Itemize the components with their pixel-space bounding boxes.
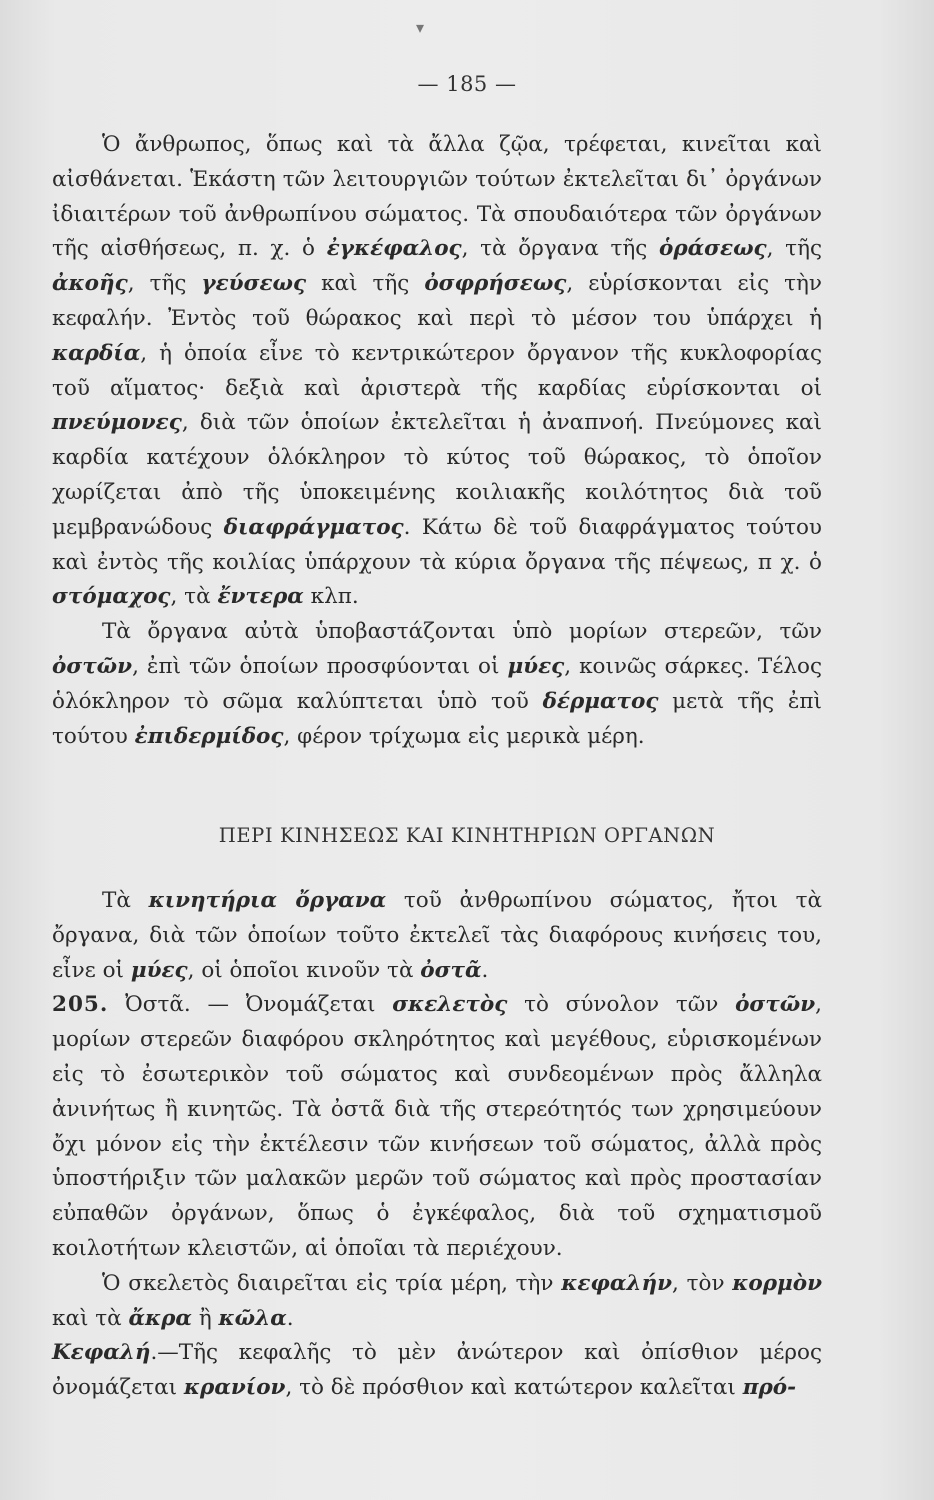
- text-run: καὶ τὰ: [52, 1305, 129, 1331]
- text-run: . Κάτω δὲ τοῦ διαφράγματος τούτου καὶ ἐντὸς τῆς κοιλίας ὑπάρχουν τὰ κύρια ὄργανα τῆς πέψεως, π χ. ὁ: [52, 514, 822, 575]
- bones-paragraph: [52, 988, 822, 1266]
- text-run: , κοινῶς σάρκες. Τέλος ὁλόκληρον τὸ σῶμα καλύπτεται ὑπὸ τοῦ: [52, 653, 823, 714]
- text-run: .—Τῆς κεφαλῆς τὸ μὲν ἀνώτερον καὶ ὀπίσθιον μέρος ὀνομάζεται: [52, 1340, 822, 1401]
- text-run: .: [286, 1305, 294, 1331]
- term-trunk: κορμὸν: [732, 1270, 822, 1296]
- section-number: 205.: [52, 992, 109, 1018]
- term-taste: γεύσεως: [201, 271, 307, 297]
- term-lungs: πνεύμονες: [52, 410, 182, 436]
- second-paragraph: [52, 615, 822, 754]
- text-run: ἢ: [191, 1305, 219, 1331]
- text-run: , τὸν: [672, 1270, 733, 1296]
- text-run: , μορίων στερεῶν διαφόρου σκληρότητος καὶ μεγέθους, εὑρισκομένων εἰς τὸ ἐσωτερικὸν τοῦ σώματος καὶ συνδεομένων πρὸς ἄλληλα ἀνινήτως ἢ κινητῶς. Τὰ ὀστᾶ διὰ τῆς στερεότητός των χρησιμεύουν ὄχι μόνον εἰς τὴν ἐκτέλεσιν τῶν κινήσεων τοῦ σώματος, ἀλλὰ πρὸς ὑποστήριξιν τῶν μαλακῶν μερῶν τοῦ σώματος καὶ πρὸς προστασίαν εὐπαθῶν ὀργάνων, ὅπως ὁ ἐγκέφαλος, διὰ τοῦ σχηματισμοῦ κοιλοτήτων κλειστῶν, αἱ ὁποῖαι τὰ περιέχουν.: [52, 992, 822, 1261]
- term-smell: ὀσφρήσεως: [424, 271, 567, 297]
- intro-paragraph: [52, 128, 822, 615]
- upper-text-block: [52, 128, 822, 754]
- top-mark: ▾: [416, 18, 425, 37]
- text-run: Ὁ ἄνθρωπος, ὅπως καὶ τὰ ἄλλα ζῷα, τρέφεται, κινεῖται καὶ αἰσθάνεται. Ἑκάστη τῶν λειτουργιῶν τούτων ἐκτελεῖται δι᾽ ὀργάνων ἰδιαιτέρων τοῦ ἀνθρωπίνου σώματος. Τὰ σπουδαιότερα τῶν ὀργάνων τῆς αἰσθήσεως, π. χ. ὁ: [52, 132, 822, 262]
- term-muscles: μύες: [507, 653, 565, 679]
- text-run: μετὰ τῆς ἐπὶ τούτου: [52, 688, 822, 749]
- text-run: Ὁ σκελετὸς διαιρεῖται εἰς τρία μέρη, τὴν: [102, 1270, 562, 1296]
- term-members: κῶλα: [218, 1305, 287, 1331]
- skeleton-division-paragraph: [52, 1267, 822, 1337]
- text-run: καὶ τῆς: [306, 271, 425, 297]
- section-heading: ΠΕΡΙ ΚΙΝΗΣΕΩΣ ΚΑΙ ΚΙΝΗΤΗΡΙΩΝ ΟΡΓΑΝΩΝ: [218, 824, 716, 847]
- text-run: , τὸ δὲ πρόσθιον καὶ κατώτερον καλεῖται: [285, 1375, 743, 1401]
- term-epidermis: ἐπιδερμίδος: [134, 723, 284, 749]
- text-run: , ἡ ὁποία εἶνε τὸ κεντρικώτερον ὄργανον τῆς κυκλοφορίας τοῦ αἵματος· δεξιὰ καὶ ἀριστερὰ τῆς καρδίας εὑρίσκονται οἱ: [52, 340, 822, 401]
- term-cranium: κρανίον: [183, 1375, 286, 1401]
- term-diaphragm: διαφράγματος: [223, 514, 404, 540]
- text-run: .: [481, 957, 489, 983]
- term-face-partial: πρό-: [742, 1375, 797, 1401]
- page-number: — 185 —: [417, 72, 517, 96]
- term-bones: ὀστᾶ: [420, 957, 482, 983]
- text-run: , οἱ ὁποῖοι κινοῦν τὰ: [187, 957, 421, 983]
- term-intestines: ἔντερα: [217, 584, 304, 610]
- term-encephalos: ἐγκέφαλος: [326, 236, 462, 262]
- text-run: , ἐπὶ τῶν ὁποίων προσφύονται οἱ: [132, 653, 508, 679]
- text-run: τοῦ ἀνθρωπίνου σώματος, ἤτοι τὰ ὄργανα, διὰ τῶν ὁποίων τοῦτο ἐκτελεῖ τὰς διαφόρους κινήσεις του, εἶνε οἱ: [52, 888, 822, 983]
- term-limbs: ἄκρα: [128, 1305, 192, 1331]
- text-run: , διὰ τῶν ὁποίων ἐκτελεῖται ἡ ἀναπνοή. Πνεύμονες καὶ καρδία κατέχουν ὁλόκληρον τὸ κύτος τοῦ θώρακος, τὸ ὁποῖον χωρίζεται ἀπὸ τῆς ὑποκειμένης κοιλιακῆς κοιλότητος διὰ τοῦ μεμβρανώδους: [52, 410, 822, 540]
- term-skeleton: σκελετὸς: [392, 992, 508, 1018]
- term-muscles: μύες: [130, 957, 188, 983]
- text-run: , τὰ: [170, 584, 218, 610]
- text-run: κλπ.: [303, 584, 359, 610]
- term-bones: ὀστῶν: [735, 992, 816, 1018]
- text-run: , τὰ ὄργανα τῆς: [461, 236, 659, 262]
- term-heart: καρδία: [52, 340, 141, 366]
- head-paragraph: [52, 1336, 822, 1406]
- text-run: Τὰ ὄργανα αὐτὰ ὑποβαστάζονται ὑπὸ μορίων στερεῶν, τῶν: [102, 619, 822, 645]
- subsection-head: Κεφαλή: [52, 1340, 151, 1366]
- text-run: τὸ σύνολον τῶν: [507, 992, 736, 1018]
- text-run: — Ὀνομάζεται: [190, 992, 393, 1018]
- term-skin: δέρματος: [542, 688, 659, 714]
- text-run: Τὰ: [102, 888, 149, 913]
- motor-organs-paragraph: [52, 884, 822, 988]
- section-title: Ὀστᾶ.: [125, 992, 191, 1018]
- text-run: , τῆς: [766, 236, 822, 262]
- lower-text-block: [52, 884, 822, 1406]
- term-bones: ὀστῶν: [52, 653, 133, 679]
- term-stomach: στόμαχος: [52, 584, 171, 610]
- text-run: , τῆς: [127, 271, 202, 297]
- term-head: κεφαλήν: [561, 1270, 673, 1296]
- text-run: , εὑρίσκονται εἰς τὴν κεφαλήν. Ἐντὸς τοῦ θώρακος καὶ περὶ τὸ μέσον του ὑπάρχει ἡ: [52, 271, 822, 331]
- term-vision: ὁράσεως: [658, 236, 767, 262]
- text-run: , φέρον τρίχωμα εἰς μερικὰ μέρη.: [283, 723, 645, 749]
- term-motor-organs: κινητήρια ὄργανα: [148, 888, 387, 913]
- term-hearing: ἀκοῆς: [52, 271, 128, 297]
